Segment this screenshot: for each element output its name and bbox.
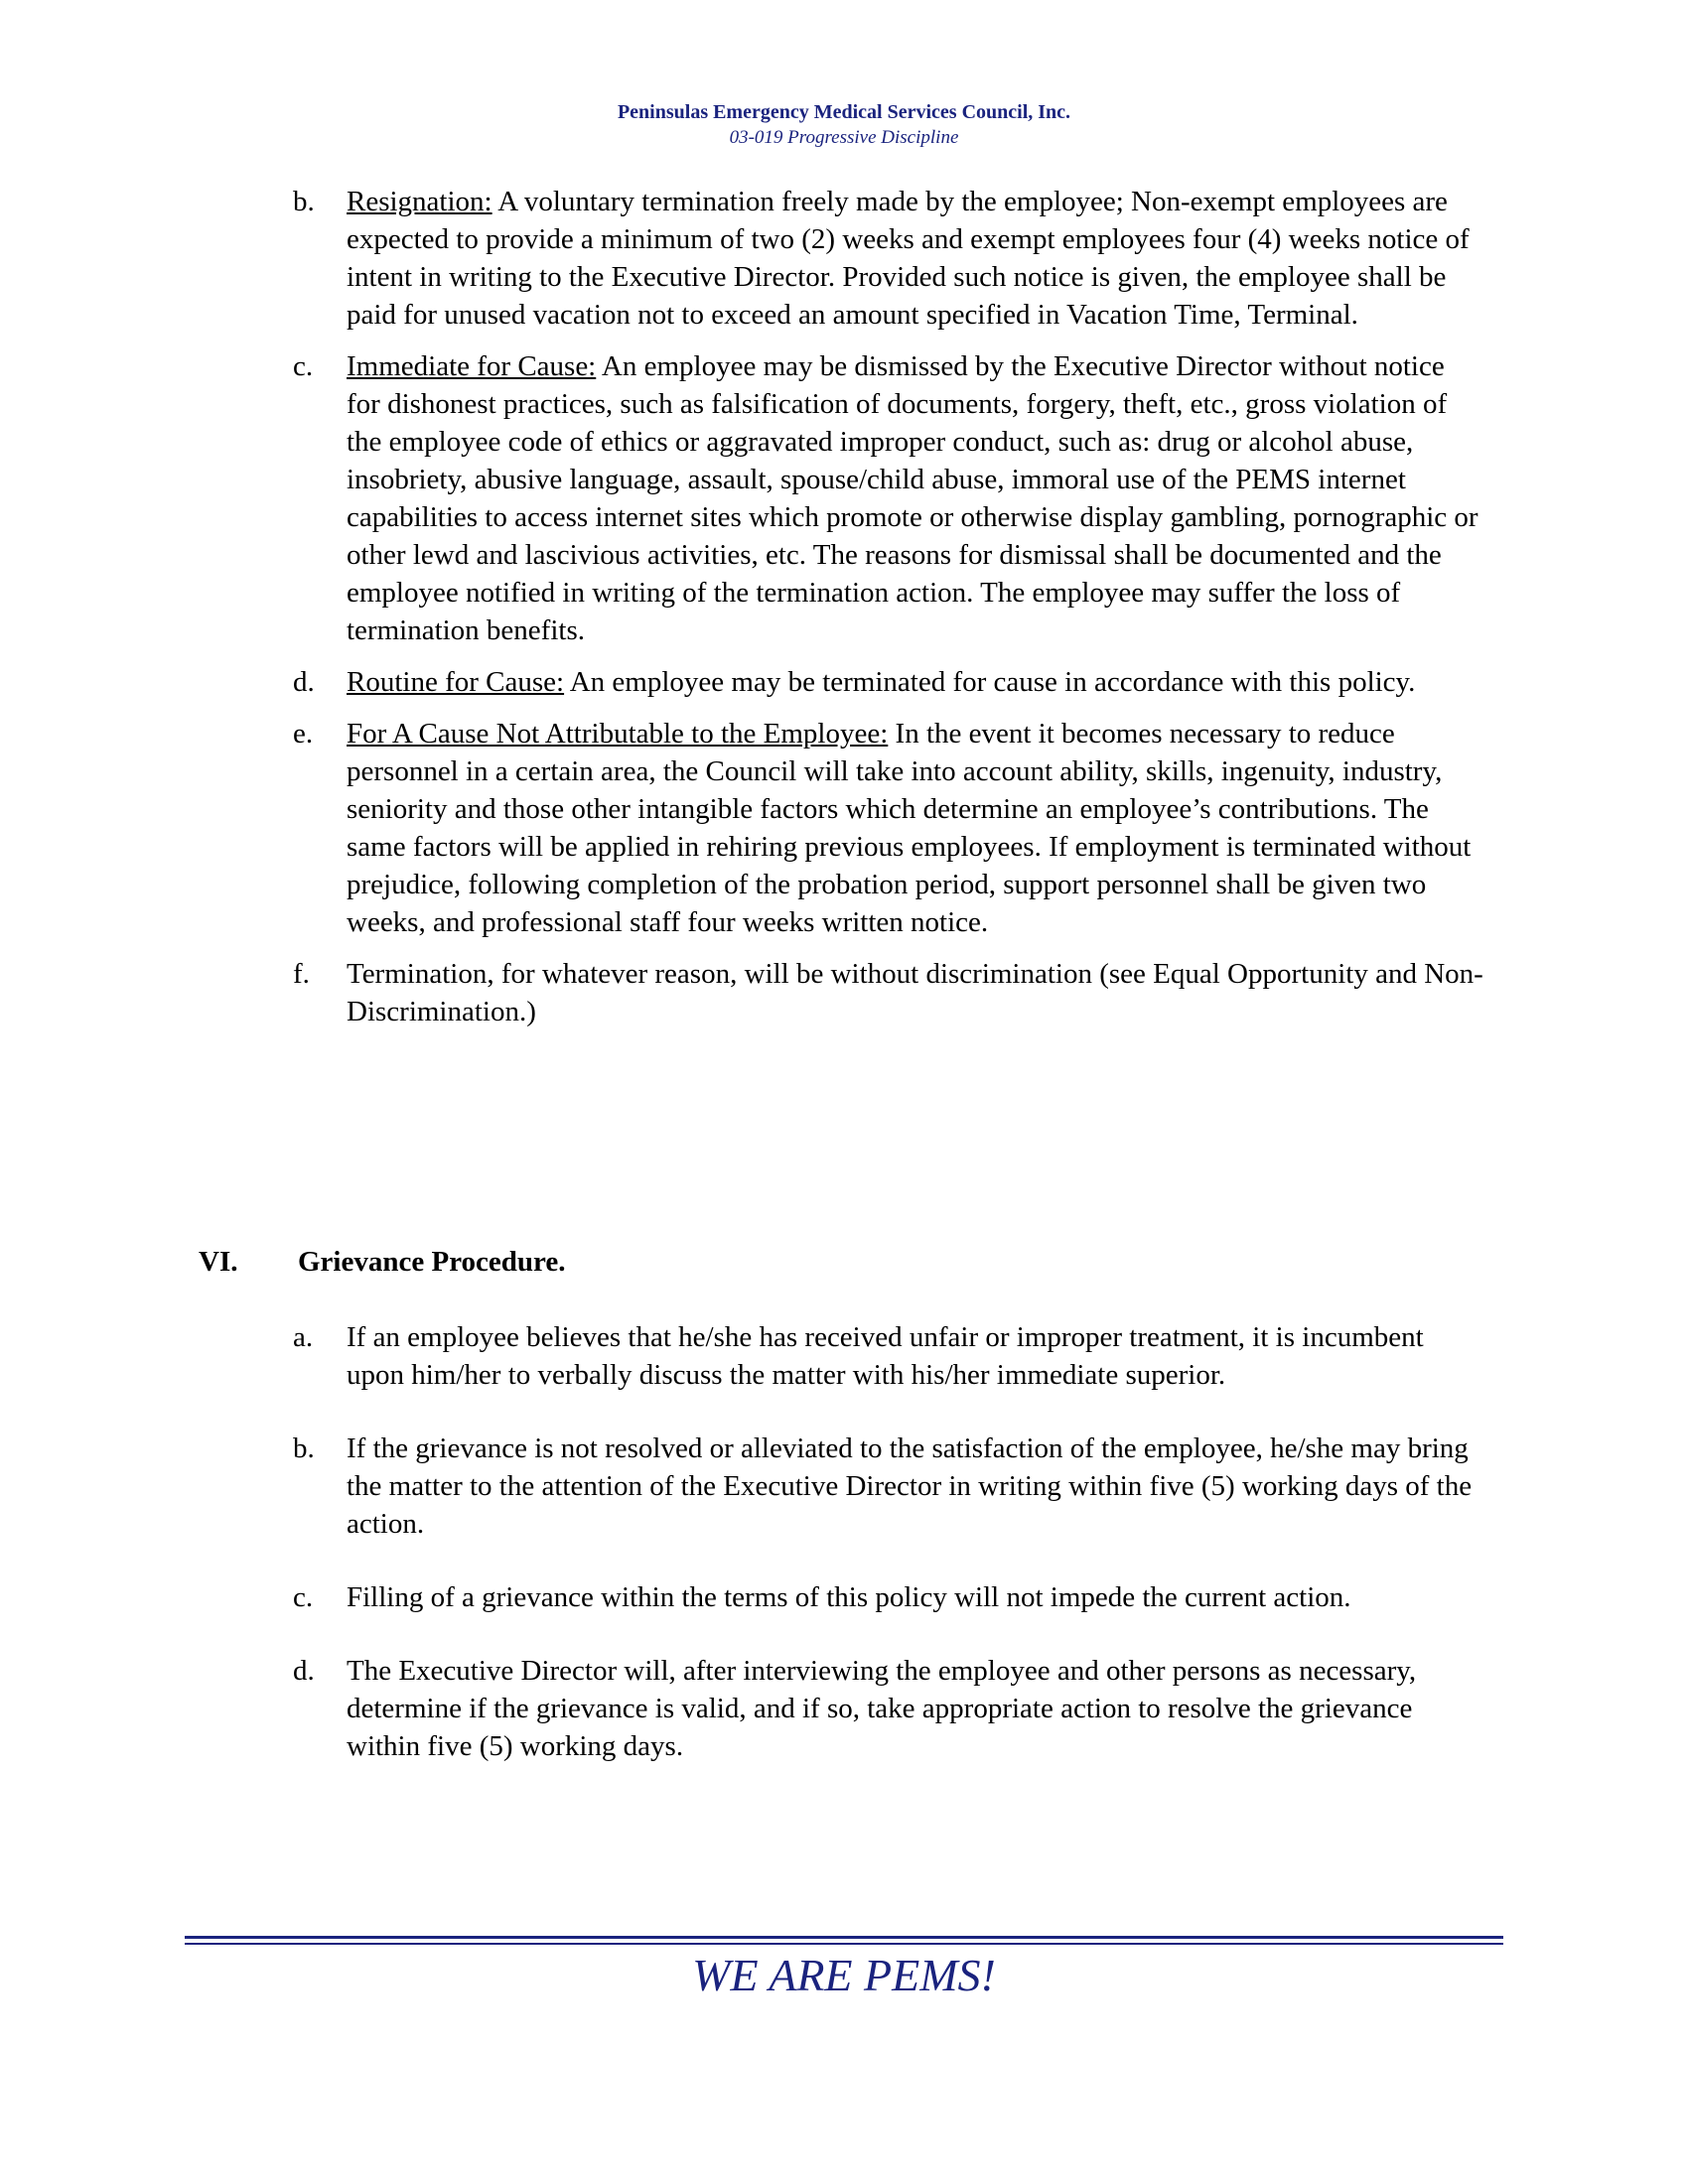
- item-text: If the grievance is not resolved or alleviated to the satisfaction of the employee, he/she may bring the matter to the attention of the Executive Director in writing within five (5) working days of the action.: [347, 1433, 1473, 1540]
- grievance-list: [293, 1318, 1484, 1801]
- item-text: The Executive Director will, after interviewing the employee and other persons as necessary, determine if the grievance is valid, and if so, take appropriate action to resolve the grievance within five (5) working days.: [347, 1655, 1417, 1762]
- item-lead-term: Resignation:: [347, 186, 492, 217]
- list-item: [293, 1652, 1484, 1765]
- item-letter: b.: [293, 1433, 315, 1464]
- item-lead-term: Routine for Cause:: [347, 666, 565, 698]
- item-text: In the event it becomes necessary to reduce personnel in a certain area, the Council will take into account ability, skills, ingenuity, industry, seniority and those other intangible factors which determine an employee’s contributions. The same factors will be applied in rehiring previous employees. If employment is terminated without prejudice, following completion of the probation period, support personnel shall be given two weeks, and professional staff four weeks written notice.: [347, 718, 1472, 938]
- section-heading: [199, 1243, 566, 1281]
- item-letter: f.: [293, 958, 310, 990]
- item-letter: d.: [293, 1655, 315, 1687]
- item-text: An employee may be dismissed by the Executive Director without notice for dishonest practices, such as falsification of documents, forgery, theft, etc., gross violation of the employee code of ethics or aggravated improper conduct, such as: drug or alcohol abuse, insobriety, abusive language, assault, spouse/child abuse, immoral use of the PEMS internet capabilities to access internet sites which promote or otherwise display gambling, pornographic or other lewd and lascivious activities, etc. The reasons for dismissal shall be documented and the employee notified in writing of the termination action. The employee may suffer the loss of termination benefits.: [347, 350, 1478, 646]
- item-text: A voluntary termination freely made by the employee; Non-exempt employees are expected to provide a minimum of two (2) weeks and exempt employees four (4) weeks notice of intent in writing to the Executive Director. Provided such notice is given, the employee shall be paid for unused vacation not to exceed an amount specified in Vacation Time, Terminal.: [347, 186, 1470, 331]
- item-letter: b.: [293, 186, 315, 217]
- item-text: Termination, for whatever reason, will be without discrimination (see Equal Opportunity and Non-Discrimination.): [347, 958, 1483, 1027]
- list-item: [293, 715, 1484, 941]
- item-text: If an employee believes that he/she has received unfair or improper treatment, it is incumbent upon him/her to verbally discuss the matter with his/her immediate superior.: [347, 1321, 1424, 1391]
- organization-name: Peninsulas Emergency Medical Services Council, Inc.: [617, 101, 1071, 123]
- footer-slogan: WE ARE PEMS!: [692, 1950, 996, 2000]
- list-item: [293, 955, 1484, 1030]
- item-text: Filling of a grievance within the terms of this policy will not impede the current action.: [347, 1581, 1351, 1613]
- section-numeral: VI.: [199, 1246, 238, 1278]
- list-item: [293, 347, 1484, 649]
- section-title: Grievance Procedure.: [298, 1246, 566, 1278]
- list-item: [293, 1318, 1484, 1394]
- footer-rule-top: [185, 1936, 1503, 1939]
- item-text: An employee may be terminated for cause in accordance with this policy.: [564, 666, 1416, 698]
- item-letter: e.: [293, 718, 314, 750]
- item-lead-term: Immediate for Cause:: [347, 350, 597, 382]
- list-item: [293, 183, 1484, 334]
- footer-rule-bottom: [185, 1943, 1503, 1945]
- page-header: [0, 99, 1688, 150]
- document-reference: 03-019 Progressive Discipline: [729, 127, 959, 148]
- item-letter: d.: [293, 666, 315, 698]
- list-item: [293, 663, 1484, 701]
- list-item: [293, 1430, 1484, 1543]
- termination-list: [293, 183, 1484, 1044]
- item-lead-term: For A Cause Not Attributable to the Employee:: [347, 718, 889, 750]
- list-item: [293, 1578, 1484, 1616]
- item-letter: c.: [293, 350, 314, 382]
- item-letter: c.: [293, 1581, 314, 1613]
- item-letter: a.: [293, 1321, 314, 1353]
